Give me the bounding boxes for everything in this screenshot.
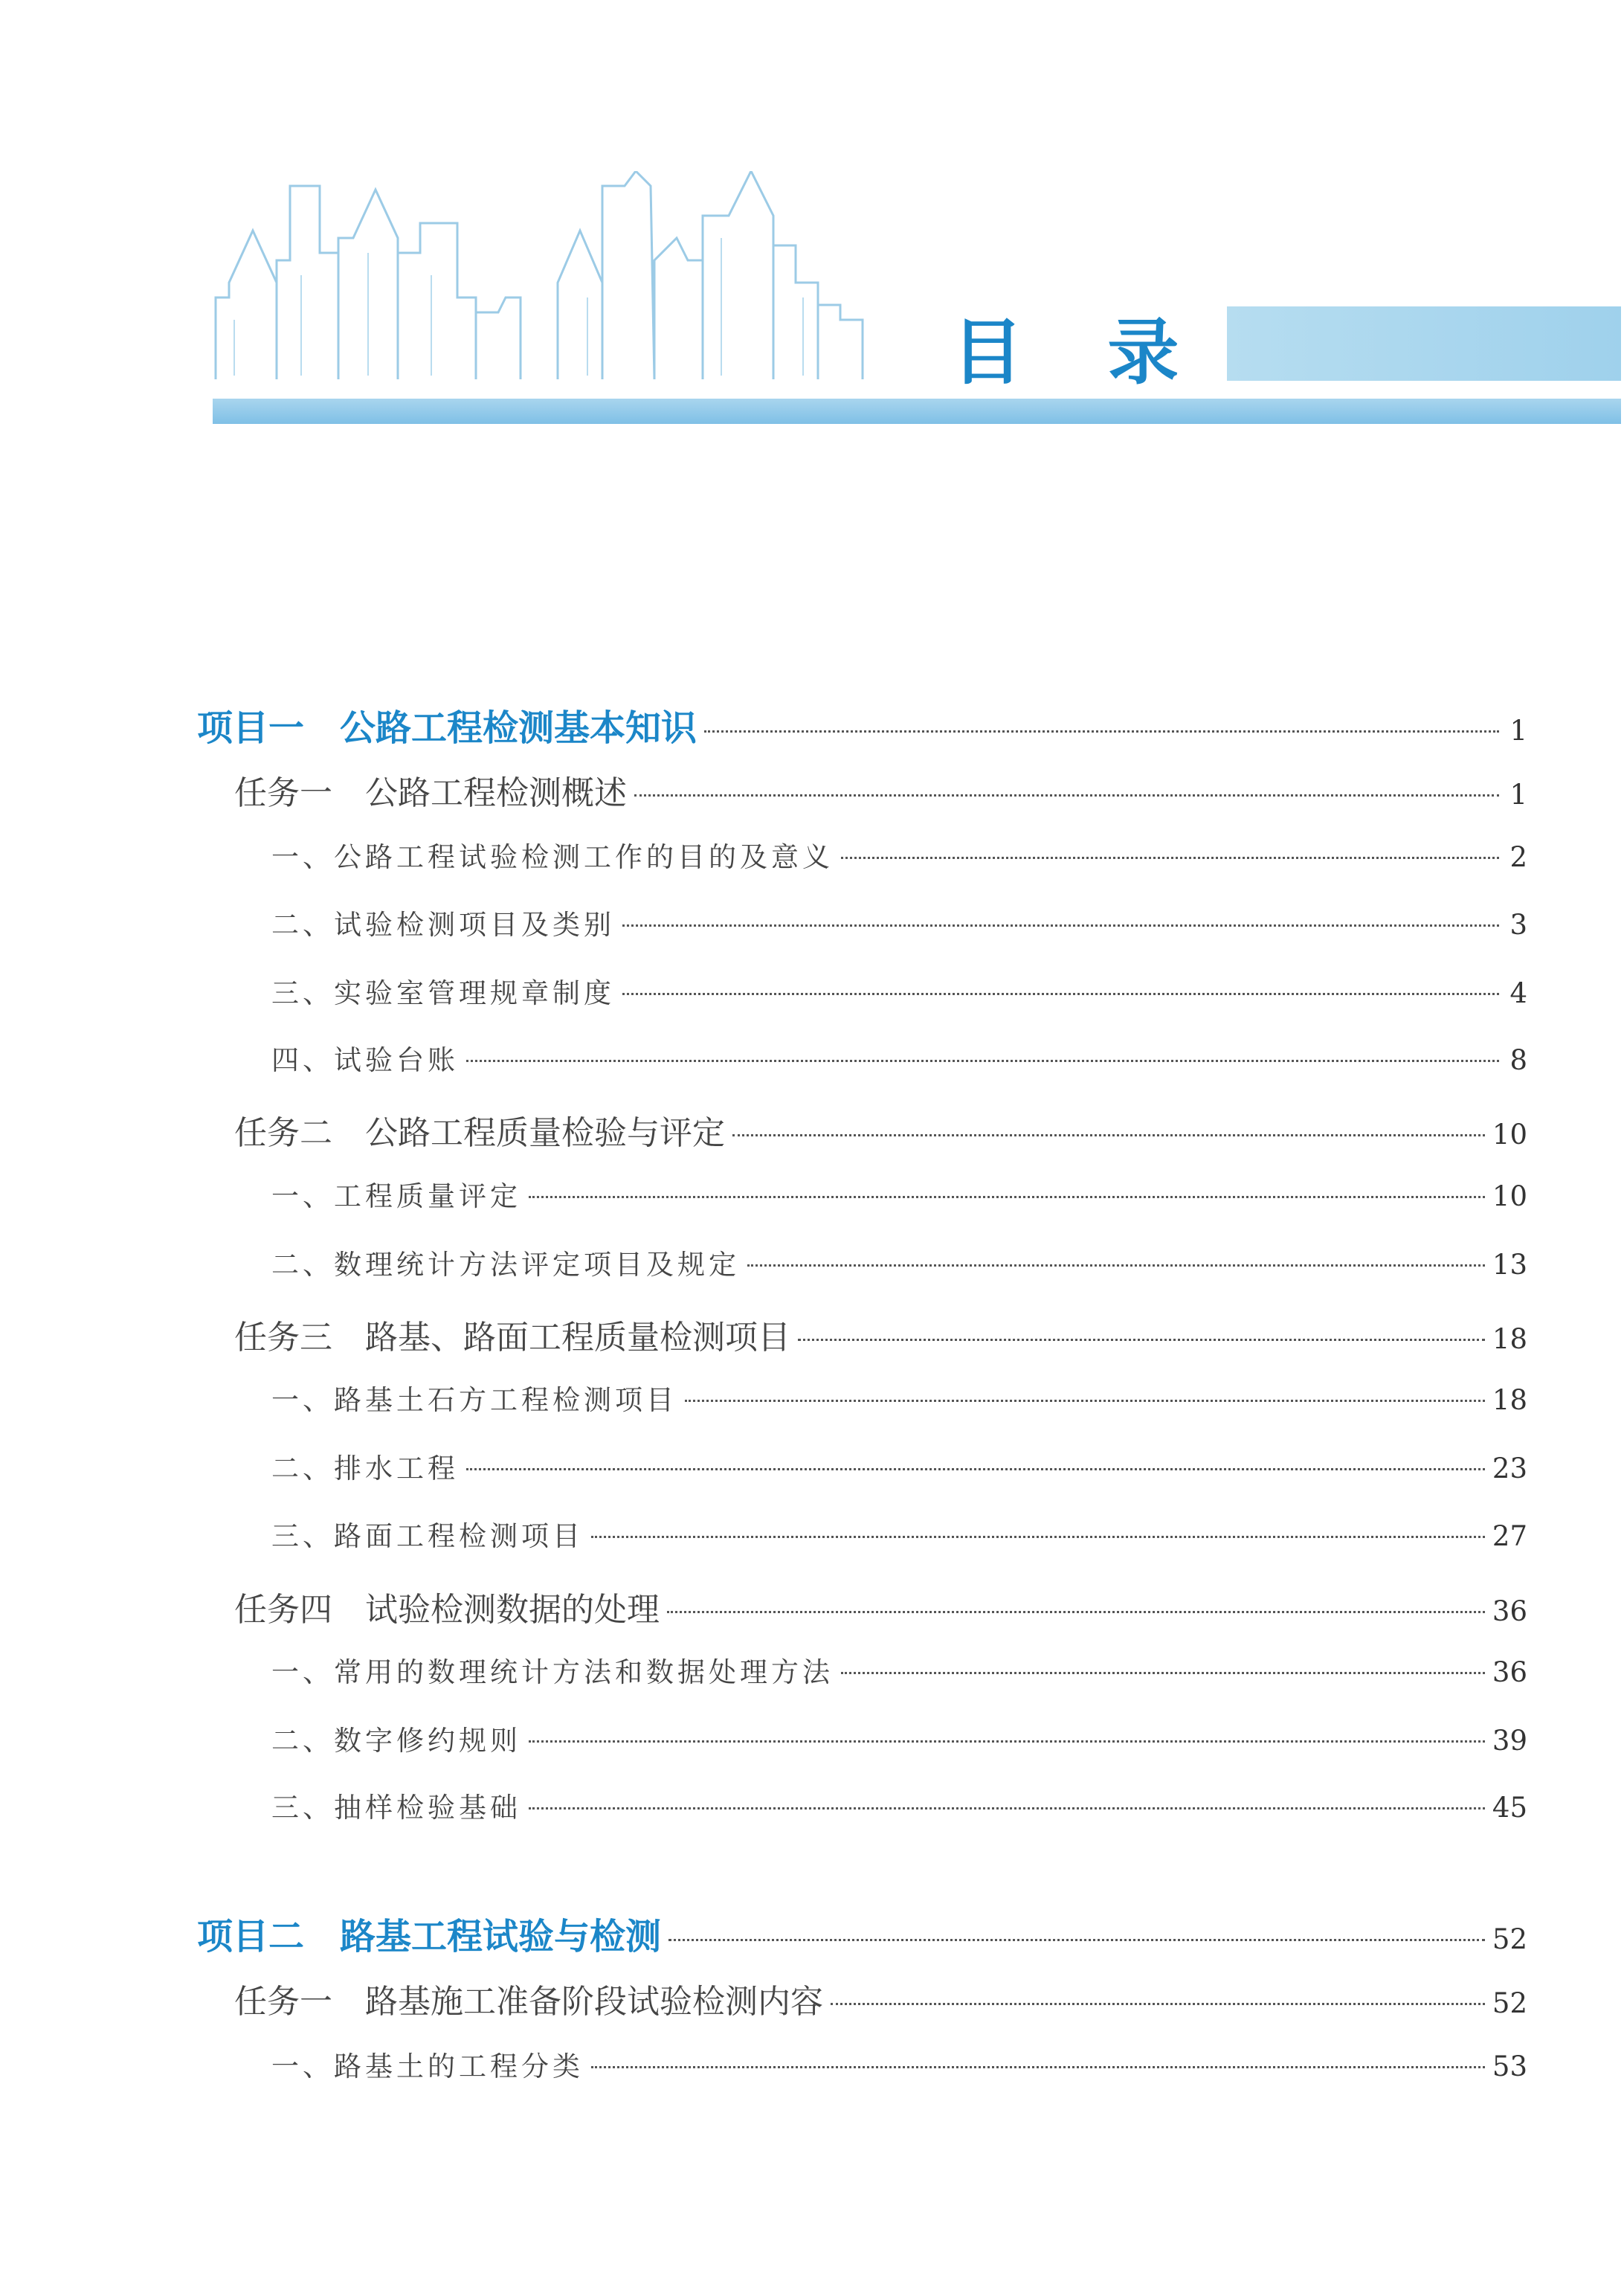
- toc-entry-label: 一、路基土石方工程检测项目: [271, 1384, 677, 1416]
- toc-entry-label: 二、排水工程: [271, 1453, 459, 1484]
- dot-leader: [798, 1339, 1485, 1341]
- toc-entry-page-number: 2: [1509, 841, 1527, 873]
- toc-entry-sub[interactable]: [271, 2044, 1527, 2084]
- dot-leader: [622, 993, 1499, 995]
- dot-leader: [704, 730, 1499, 733]
- toc-entry-project[interactable]: [197, 1908, 1527, 1959]
- toc-entry-page-number: 52: [1492, 1987, 1527, 2019]
- dot-leader: [841, 857, 1499, 859]
- toc-entry-label: 任务三 路基、路面工程质量检测项目: [234, 1319, 790, 1357]
- toc-entry-label: 三、实验室管理规章制度: [271, 977, 615, 1009]
- toc-entry-page-number: 13: [1492, 1249, 1527, 1281]
- toc-entry-sub[interactable]: [271, 1785, 1527, 1825]
- toc-entry-page-number: 39: [1492, 1725, 1527, 1757]
- dot-leader: [622, 924, 1499, 927]
- toc-entry-task[interactable]: [234, 1583, 1527, 1630]
- dot-leader: [685, 1400, 1485, 1402]
- dot-leader: [841, 1672, 1485, 1674]
- toc-entry-page-number: 10: [1492, 1180, 1527, 1212]
- dot-leader: [667, 1611, 1485, 1613]
- toc-entry-project[interactable]: [197, 699, 1527, 750]
- dot-leader: [591, 1536, 1485, 1538]
- toc-entry-page-number: 8: [1509, 1044, 1527, 1076]
- toc-entry-page-number: 10: [1492, 1119, 1527, 1151]
- dot-leader: [732, 1134, 1485, 1136]
- toc-entry-page-number: 52: [1492, 1923, 1527, 1955]
- toc-entry-sub[interactable]: [271, 1718, 1527, 1758]
- toc-entry-sub[interactable]: [271, 1446, 1527, 1486]
- toc-entry-page-number: 18: [1492, 1384, 1527, 1416]
- toc-entry-label: 三、路面工程检测项目: [271, 1520, 584, 1552]
- dot-leader: [529, 1807, 1485, 1809]
- toc-entry-sub[interactable]: [271, 1513, 1527, 1554]
- toc-entry-page-number: 3: [1509, 909, 1527, 941]
- toc-entry-page-number: 36: [1492, 1656, 1527, 1688]
- dot-leader: [529, 1740, 1485, 1743]
- toc-entry-sub[interactable]: [271, 902, 1527, 942]
- toc-entry-sub[interactable]: [271, 1650, 1527, 1690]
- toc-entry-label: 二、数字修约规则: [271, 1725, 521, 1757]
- dot-leader: [831, 2003, 1485, 2005]
- toc-entry-label: 四、试验台账: [271, 1044, 459, 1076]
- toc-entry-label: 任务四 试验检测数据的处理: [234, 1591, 660, 1629]
- toc-entry-label: 二、数理统计方法评定项目及规定: [271, 1249, 740, 1281]
- toc-entry-label: 一、工程质量评定: [271, 1180, 521, 1212]
- toc-entry-page-number: 53: [1492, 2050, 1527, 2082]
- toc-entry-page-number: 27: [1492, 1520, 1527, 1552]
- dot-leader: [466, 1468, 1485, 1470]
- toc-entry-task[interactable]: [234, 1975, 1527, 2022]
- toc-entry-sub[interactable]: [271, 1242, 1527, 1282]
- toc-entry-page-number: 45: [1492, 1792, 1527, 1824]
- toc-entry-sub[interactable]: [271, 834, 1527, 875]
- toc-entry-label: 二、试验检测项目及类别: [271, 909, 615, 941]
- toc-entry-task[interactable]: [234, 1106, 1527, 1154]
- toc-entry-sub[interactable]: [271, 1174, 1527, 1214]
- toc-entry-label: 项目一 公路工程检测基本知识: [197, 707, 697, 749]
- toc-entry-label: 项目二 路基工程试验与检测: [197, 1916, 662, 1958]
- dot-leader: [747, 1264, 1485, 1267]
- toc-entry-page-number: 1: [1509, 715, 1527, 747]
- dot-leader: [668, 1939, 1485, 1941]
- toc-entry-task[interactable]: [234, 766, 1527, 814]
- page-title: 目 录: [952, 311, 1209, 394]
- toc-entry-page-number: 23: [1492, 1453, 1527, 1484]
- toc-entry-label: 任务一 公路工程检测概述: [234, 774, 627, 812]
- toc-entry-label: 任务一 路基施工准备阶段试验检测内容: [234, 1983, 823, 2021]
- dot-leader: [529, 1196, 1485, 1198]
- toc-entry-page-number: 36: [1492, 1595, 1527, 1627]
- dot-leader: [591, 2066, 1485, 2068]
- toc-entry-task[interactable]: [234, 1310, 1527, 1358]
- toc-entry-label: 一、常用的数理统计方法和数据处理方法: [271, 1656, 834, 1688]
- toc-entry-sub[interactable]: [271, 971, 1527, 1011]
- toc-entry-page-number: 1: [1509, 779, 1527, 811]
- toc-entry-label: 一、公路工程试验检测工作的目的及意义: [271, 841, 834, 873]
- dot-leader: [466, 1060, 1499, 1062]
- toc-entry-page-number: 18: [1492, 1323, 1527, 1355]
- toc-entry-page-number: 4: [1509, 977, 1527, 1009]
- toc-entry-label: 一、路基土的工程分类: [271, 2050, 584, 2082]
- dot-leader: [634, 794, 1499, 797]
- toc-entry-label: 任务二 公路工程质量检验与评定: [234, 1114, 725, 1152]
- toc-entry-label: 三、抽样检验基础: [271, 1792, 521, 1824]
- toc-entry-sub[interactable]: [271, 1038, 1527, 1078]
- toc-entry-sub[interactable]: [271, 1377, 1527, 1418]
